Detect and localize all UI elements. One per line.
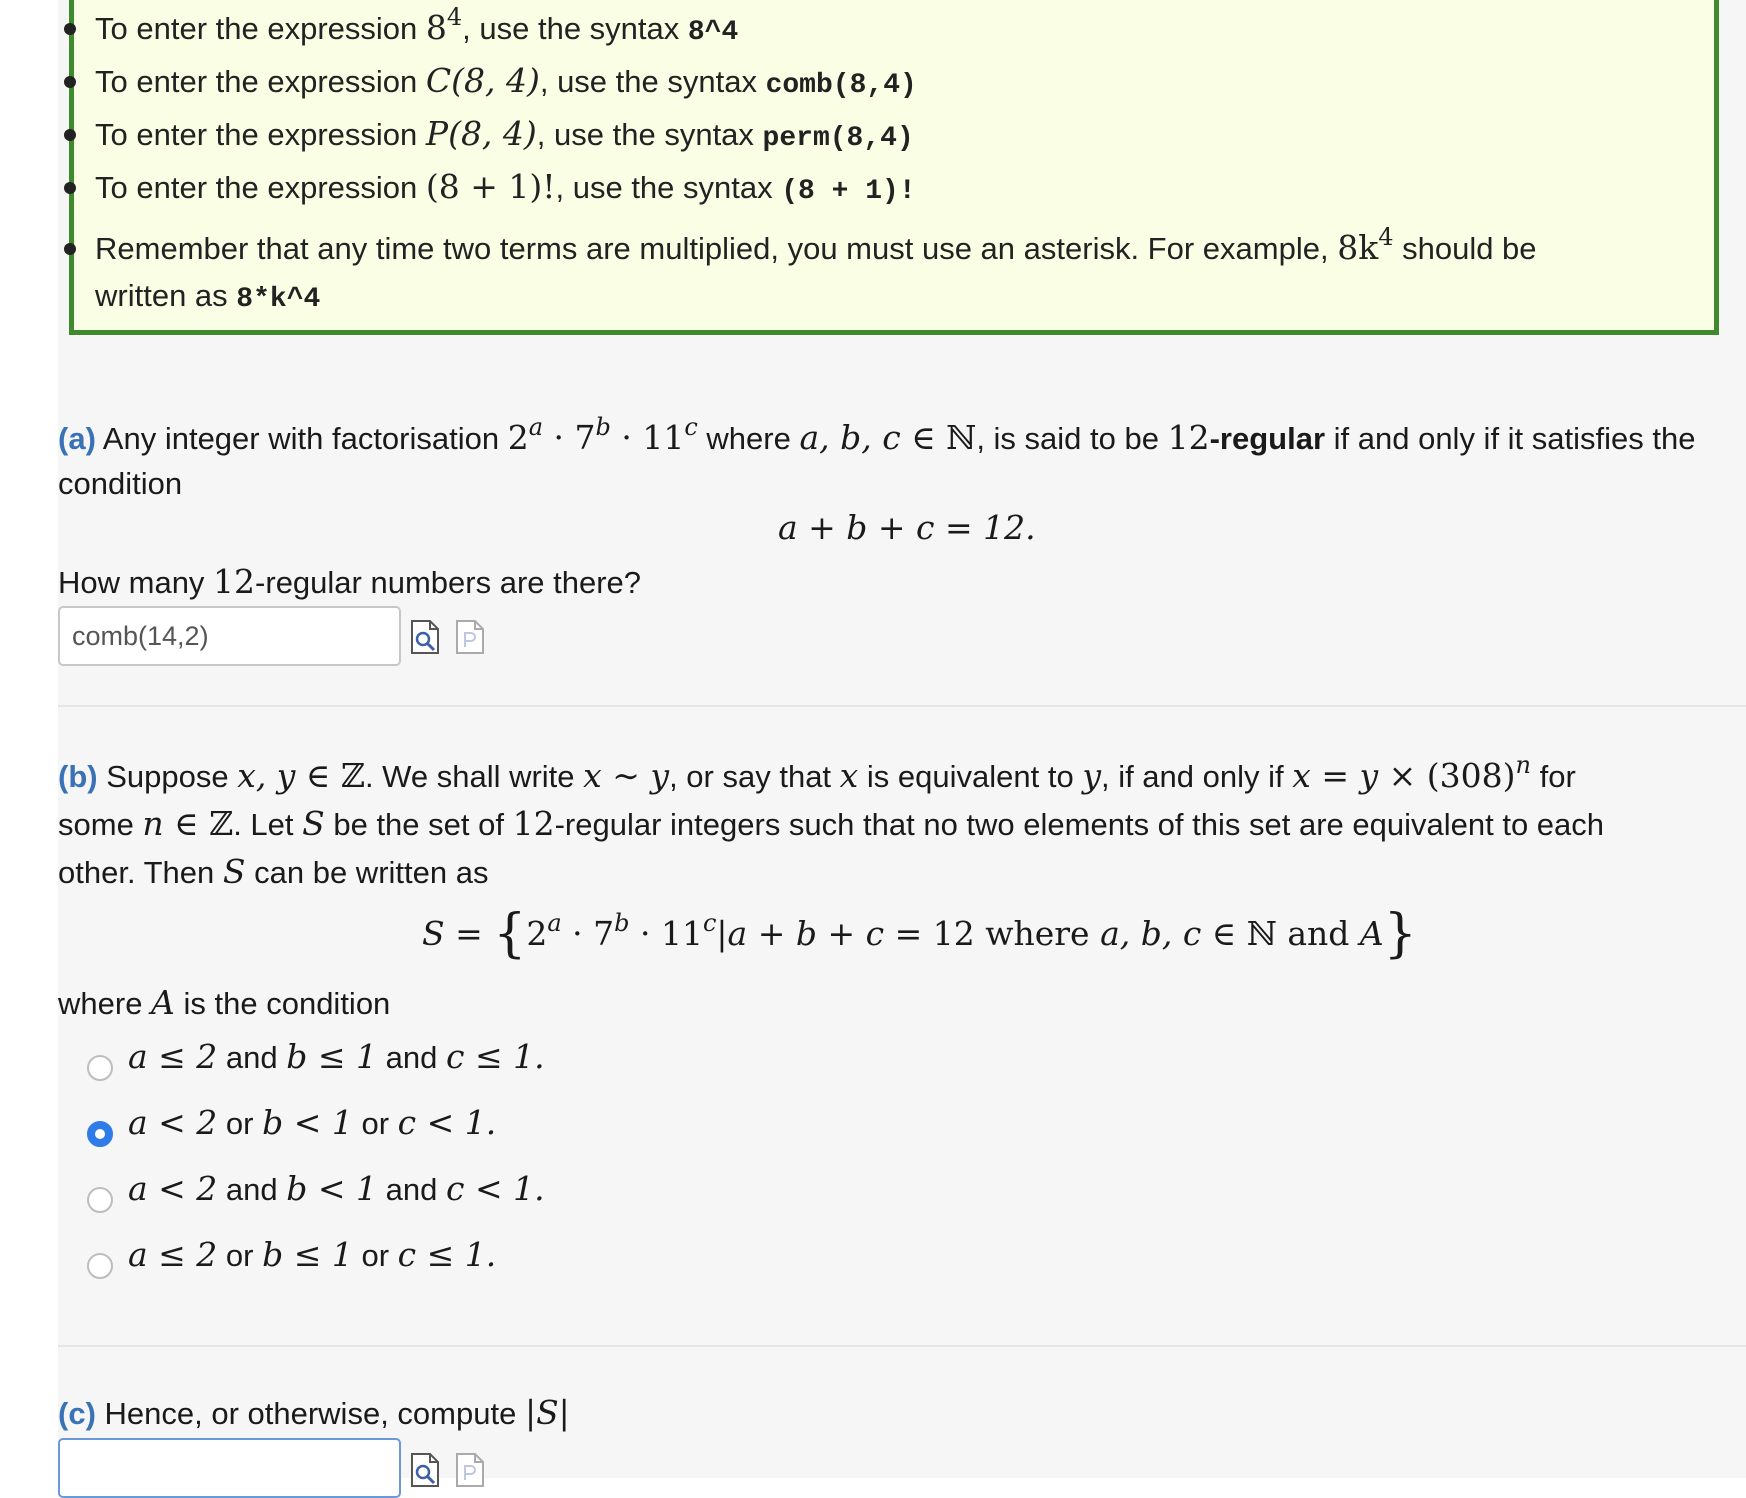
where-a-condition: where A is the condition — [58, 983, 391, 1022]
option-1-label[interactable]: a ≤ 2 and b ≤ 1 and c ≤ 1. — [128, 1037, 545, 1076]
hint-power: To enter the expression $8^4$, use the syntax 8^4 — [95, 3, 739, 48]
hint-comb: To enter the expression C(8, 4), use the syntax comb(8,4) — [95, 61, 917, 101]
part-b-label: (b) — [58, 759, 98, 794]
part-a-answer-input[interactable]: comb(14,2) — [58, 606, 401, 666]
part-a-question: How many 12-regular numbers are there? — [58, 562, 642, 601]
part-b-line2: some n ∈ ℤ. Let S be the set of 12-regular integers such that no two elements of this set are equivalent to each — [58, 804, 1605, 843]
help-page-icon[interactable] — [455, 619, 485, 655]
part-a-line2: condition — [58, 466, 183, 501]
help-page-icon[interactable] — [455, 1452, 485, 1488]
part-a-label: (a) — [58, 421, 96, 456]
radio-option-1[interactable] — [87, 1055, 113, 1081]
hint-perm: To enter the expression P(8, 4), use the syntax perm(8,4) — [95, 114, 914, 154]
option-3-label[interactable]: a < 2 and b < 1 and c < 1. — [128, 1169, 545, 1208]
radio-option-4[interactable] — [87, 1253, 113, 1279]
preview-icon[interactable] — [410, 619, 440, 655]
option-2-label[interactable]: a < 2 or b < 1 or c < 1. — [128, 1103, 497, 1142]
hint-factorial: To enter the expression (8 + 1)!, use the syntax (8 + 1)! — [95, 167, 916, 207]
part-a-equation: a + b + c = 12. — [778, 508, 1036, 547]
divider — [58, 705, 1746, 707]
set-s-equation: S = {2a · 7b · 11c|a + b + c = 12 where a, b, c ∈ ℕ and A} — [422, 904, 1417, 964]
part-b-line3: other. Then S can be written as — [58, 852, 489, 891]
part-c-statement: (c) Hence, or otherwise, compute |S| — [58, 1393, 570, 1432]
preview-icon[interactable] — [410, 1452, 440, 1488]
part-b-line1: (b) Suppose x, y ∈ ℤ. We shall write x ∼ y, or say that x is equivalent to y, if and only if $x = y \times (308)^n$ for — [58, 751, 1576, 795]
part-a-statement: (a) Any integer with factorisation $2^a \cdot 7^b \cdot 11^c$ where a, b, c ∈ ℕ, is said to be 12-regular if and only if it satisfies the — [58, 413, 1696, 457]
radio-option-2-selected[interactable] — [87, 1121, 113, 1147]
part-c-answer-input[interactable] — [58, 1438, 401, 1498]
hint-asterisk: Remember that any time two terms are multiplied, you must use an asterisk. For example, $8k^4$ should be — [95, 223, 1537, 267]
part-c-label: (c) — [58, 1396, 96, 1431]
option-4-label[interactable]: a ≤ 2 or b ≤ 1 or c ≤ 1. — [128, 1235, 497, 1274]
divider — [58, 1345, 1746, 1347]
radio-option-3[interactable] — [87, 1187, 113, 1213]
hint-asterisk-line2: written as 8*k^4 — [95, 278, 321, 315]
